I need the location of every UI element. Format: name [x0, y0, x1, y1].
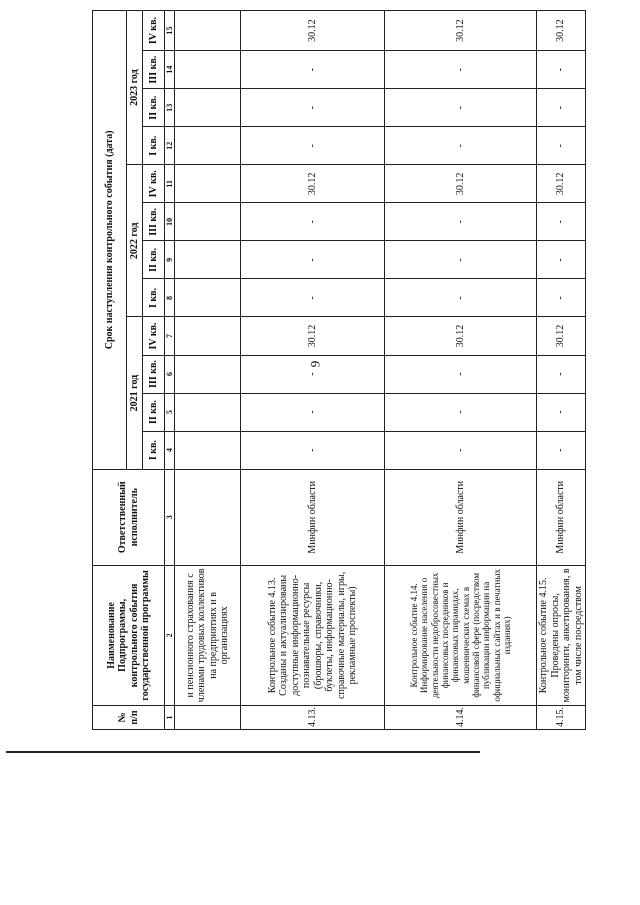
table-row [537, 11, 586, 730]
executor: Минфин области [537, 469, 586, 565]
date-cell: - [537, 355, 586, 393]
row-number [175, 705, 241, 729]
header-quarter: I кв. [143, 279, 165, 317]
date-cell: - [385, 279, 537, 317]
date-cell: - [537, 279, 586, 317]
date-cell: 30.12 [241, 165, 385, 203]
date-cell: - [385, 355, 537, 393]
row-number: 4.14. [385, 705, 537, 729]
date-cell: - [385, 431, 537, 469]
header-quarter: II кв. [143, 89, 165, 127]
date-cell: 30.12 [241, 11, 385, 51]
date-cell [175, 355, 241, 393]
date-cell: - [241, 355, 385, 393]
date-cell: 30.12 [385, 317, 537, 355]
date-cell: - [537, 203, 586, 241]
header-executor: Ответственный исполнитель [93, 469, 165, 565]
date-cell: - [537, 51, 586, 89]
date-cell: 30.12 [537, 11, 586, 51]
header-year-2022: 2022 год [127, 165, 143, 317]
date-cell: - [537, 241, 586, 279]
date-cell [175, 51, 241, 89]
header-quarter: I кв. [143, 127, 165, 165]
header-number: № п/п [93, 705, 165, 729]
header-year-2023: 2023 год [127, 11, 143, 165]
header-program-name: Наименование Подпрограммы, контрольного события государственной программы [93, 565, 165, 705]
date-cell [175, 241, 241, 279]
column-number: 15 [165, 11, 175, 51]
executor: Минфин области [241, 469, 385, 565]
date-cell [175, 317, 241, 355]
rotated-sheet [92, 10, 584, 730]
header-year-2021: 2021 год [127, 317, 143, 469]
date-cell: - [385, 51, 537, 89]
event-name: и пенсионного страхования с членами трудовых коллективов на предприятиях и в организациях [175, 565, 241, 705]
table-row [175, 11, 241, 730]
date-cell [175, 393, 241, 431]
date-cell [175, 89, 241, 127]
column-number: 3 [165, 469, 175, 565]
date-cell: - [537, 393, 586, 431]
column-number: 5 [165, 393, 175, 431]
date-cell: - [537, 127, 586, 165]
date-cell: 30.12 [385, 165, 537, 203]
date-cell: 30.12 [241, 317, 385, 355]
table-row [241, 11, 385, 730]
date-cell: - [241, 127, 385, 165]
column-number: 8 [165, 279, 175, 317]
page-number: 9 [307, 360, 323, 368]
executor: Минфин области [385, 469, 537, 565]
table-row [385, 11, 537, 730]
row-number: 4.13. [241, 705, 385, 729]
header-quarter: III кв. [143, 51, 165, 89]
column-number: 2 [165, 565, 175, 705]
date-cell [175, 11, 241, 51]
date-cell: - [241, 203, 385, 241]
column-number: 12 [165, 127, 175, 165]
date-cell [175, 165, 241, 203]
header-quarter: III кв. [143, 203, 165, 241]
column-number: 6 [165, 355, 175, 393]
date-cell [175, 279, 241, 317]
header-quarter: III кв. [143, 355, 165, 393]
column-number: 1 [165, 705, 175, 729]
date-cell: - [241, 279, 385, 317]
event-name: Контрольное событие 4.15. Проведены опросы, мониторинги, анкетирования, в том числе посредством [537, 565, 586, 705]
header-deadline: Срок наступления контрольного события (дата) [93, 11, 127, 470]
header-quarter: IV кв. [143, 317, 165, 355]
header-quarter: IV кв. [143, 165, 165, 203]
date-cell: - [241, 393, 385, 431]
schedule-table-container [92, 10, 584, 730]
control-events-table [92, 10, 586, 730]
date-cell: - [385, 127, 537, 165]
column-number: 4 [165, 431, 175, 469]
column-number: 14 [165, 51, 175, 89]
row-number: 4.15. [537, 705, 586, 729]
column-number: 9 [165, 241, 175, 279]
date-cell: 30.12 [537, 317, 586, 355]
date-cell: - [385, 393, 537, 431]
column-number: 10 [165, 203, 175, 241]
date-cell: - [241, 51, 385, 89]
column-number: 7 [165, 317, 175, 355]
date-cell [175, 203, 241, 241]
header-quarter: II кв. [143, 393, 165, 431]
date-cell: - [241, 431, 385, 469]
executor [175, 469, 241, 565]
column-number: 13 [165, 89, 175, 127]
date-cell [175, 431, 241, 469]
header-quarter: IV кв. [143, 11, 165, 51]
horizontal-divider [6, 751, 480, 753]
event-name: Контрольное событие 4.14. Информирование населения о деятельности недобросовестных финансовых посредников и финансовых пирамидах, мошеннических схемах в финансовой сфере (посредством публикации информации на официальных сайтах и в печатных изданиях) [385, 565, 537, 705]
date-cell [175, 127, 241, 165]
event-name: Контрольное событие 4.13. Созданы и актуализированы доступные информационно-познавательные ресурсы (брошюры, справочники, буклеты, информационно-справочные материалы, игры, рекламные проспекты) [241, 565, 385, 705]
date-cell: 30.12 [385, 11, 537, 51]
header-quarter: II кв. [143, 241, 165, 279]
date-cell: - [537, 431, 586, 469]
date-cell: - [241, 241, 385, 279]
header-quarter: I кв. [143, 431, 165, 469]
date-cell: - [537, 89, 586, 127]
date-cell: - [385, 203, 537, 241]
date-cell: - [241, 89, 385, 127]
date-cell: - [385, 241, 537, 279]
date-cell: - [385, 89, 537, 127]
date-cell: 30.12 [537, 165, 586, 203]
column-number: 11 [165, 165, 175, 203]
